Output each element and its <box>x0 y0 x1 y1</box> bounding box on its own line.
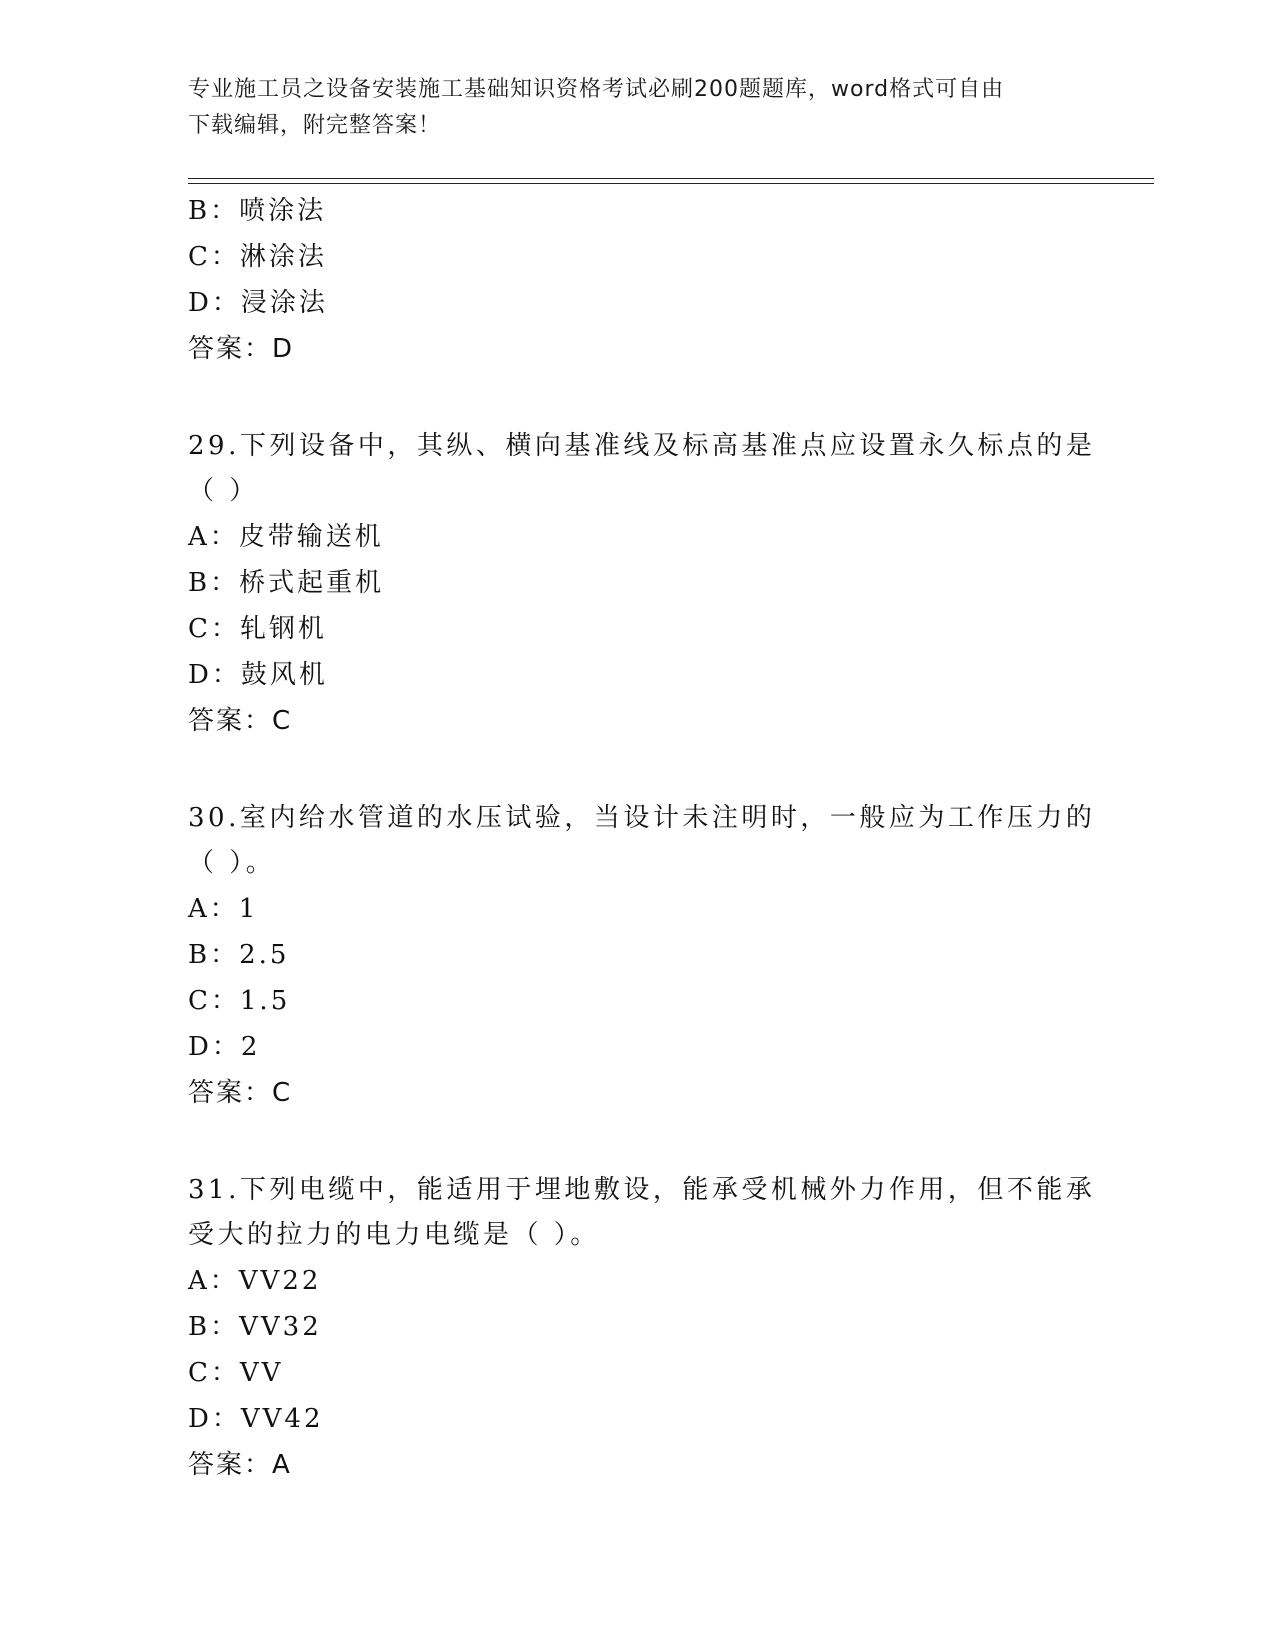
header-line-1: 专业施工员之设备安装施工基础知识资格考试必刷200题题库，word格式可自由 <box>188 77 1005 102</box>
option-d: D：VV42 <box>188 1404 324 1434</box>
question-30 <box>188 796 1096 1116</box>
option-b: B：桥式起重机 <box>188 568 385 598</box>
question-text-line-2: 受大的拉力的电力电缆是（ ）。 <box>188 1220 600 1250</box>
question-text-line-2: （ ） <box>188 476 259 506</box>
question-text-line-1: 31.下列电缆中，能适用于埋地敷设，能承受机械外力作用，但不能承 <box>188 1175 1096 1205</box>
answer-line: 答案：C <box>188 1078 293 1108</box>
spacer <box>188 744 1088 796</box>
question-text-line-1: 30.室内给水管道的水压试验，当设计未注明时，一般应为工作压力的 <box>188 803 1096 833</box>
option-b: B：VV32 <box>188 1312 322 1342</box>
answer-line: 答案：D <box>188 334 295 364</box>
option-b: B：喷涂法 <box>188 196 327 226</box>
option-c: C：VV <box>188 1358 284 1388</box>
spacer <box>188 1116 1088 1168</box>
option-a: A：皮带输送机 <box>188 522 384 552</box>
header-divider-top <box>188 178 1154 179</box>
option-d: D：2 <box>188 1032 261 1062</box>
answer-line: 答案：A <box>188 1450 292 1480</box>
header-divider-bottom <box>188 183 1154 184</box>
spacer <box>188 372 1088 424</box>
option-c: C：1.5 <box>188 986 291 1016</box>
option-d: D：浸涂法 <box>188 288 328 318</box>
header-line-2: 下载编辑，附完整答案！ <box>188 113 442 138</box>
question-text-line-2: （ ）。 <box>188 848 276 878</box>
question-31 <box>188 1168 1096 1488</box>
document-header <box>188 72 1088 144</box>
option-a: A：VV22 <box>188 1266 322 1296</box>
option-b: B：2.5 <box>188 940 290 970</box>
question-text-line-1: 29.下列设备中，其纵、横向基准线及标高基准点应设置永久标点的是 <box>188 431 1096 461</box>
option-c: C：淋涂法 <box>188 242 327 272</box>
answer-line: 答案：C <box>188 706 293 736</box>
question-list <box>188 188 1096 1488</box>
option-c: C：轧钢机 <box>188 614 327 644</box>
partial-question <box>188 188 1088 372</box>
option-a: A：1 <box>188 894 259 924</box>
question-29 <box>188 424 1096 744</box>
option-d: D：鼓风机 <box>188 660 328 690</box>
